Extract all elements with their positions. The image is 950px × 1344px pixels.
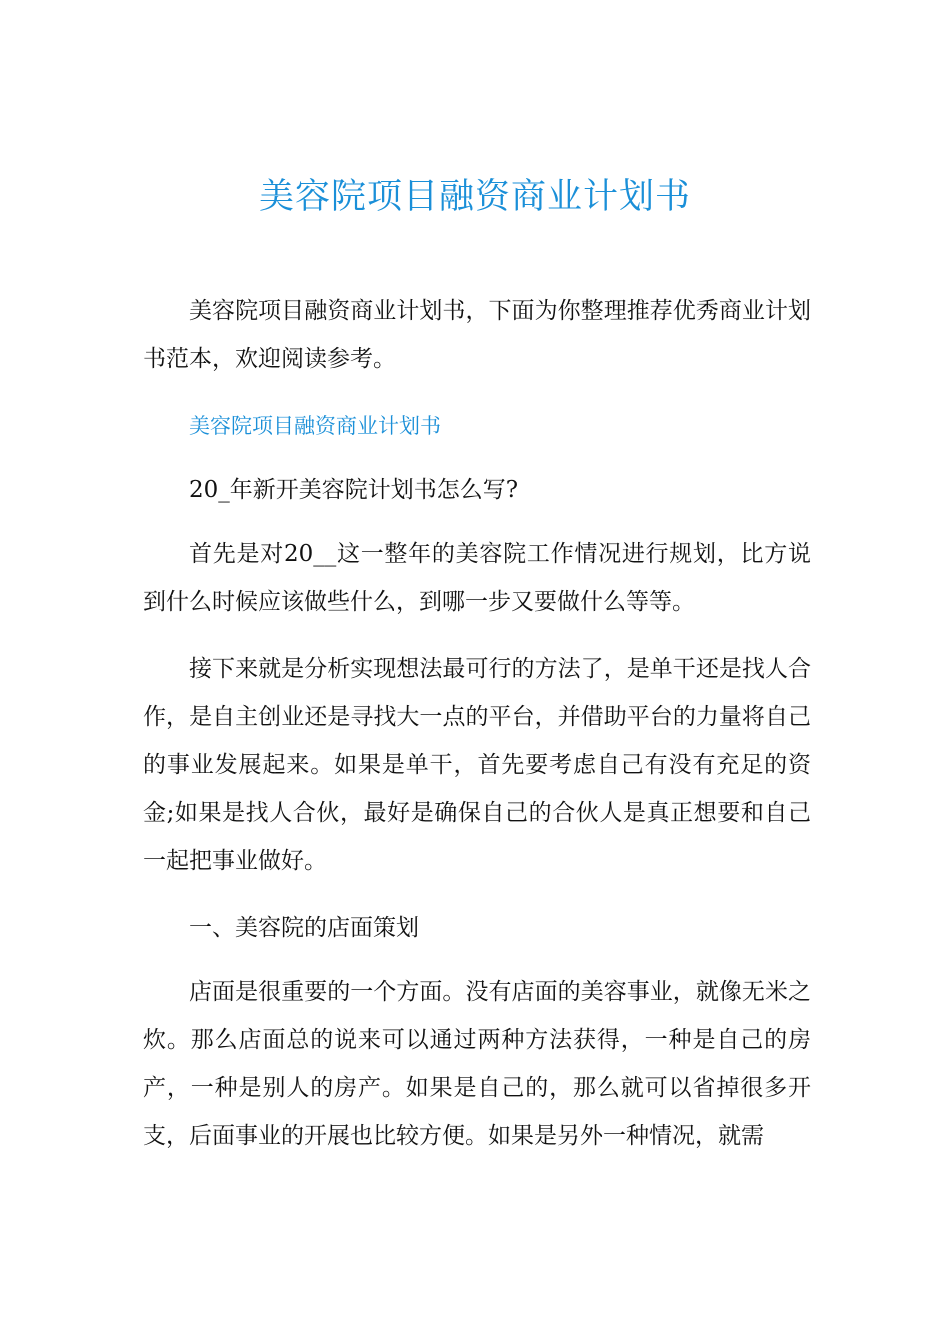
document-body: [143, 287, 811, 1179]
section-heading-storefront: 一、美容院的店面策划: [189, 915, 419, 941]
intro-paragraph: 美容院项目融资商业计划书，下面为你整理推荐优秀商业计划书范本，欢迎阅读参考。: [143, 298, 811, 372]
planning-paragraph: 首先是对20__这一整年的美容院工作情况进行规划，比方说到什么时候应该做些什么，到哪一步又要做什么等等。: [143, 541, 811, 615]
question-paragraph: 20_年新开美容院计划书怎么写?: [189, 477, 519, 503]
section-subheading: 美容院项目融资商业计划书: [189, 414, 441, 438]
storefront-paragraph: 店面是很重要的一个方面。没有店面的美容事业，就像无米之炊。那么店面总的说来可以通过两种方法获得，一种是自己的房产，一种是别人的房产。如果是自己的，那么就可以省掉很多开支，后面事业的开展也比较方便。如果是另外一种情况，就需: [143, 979, 811, 1149]
document-title: 美容院项目融资商业计划书: [258, 177, 691, 217]
method-paragraph: 接下来就是分析实现想法最可行的方法了，是单干还是找人合作，是自主创业还是寻找大一点的平台，并借助平台的力量将自己的事业发展起来。如果是单干，首先要考虑自己有没有充足的资金;如果是找人合伙，最好是确保自己的合伙人是真正想要和自己一起把事业做好。: [143, 656, 811, 874]
